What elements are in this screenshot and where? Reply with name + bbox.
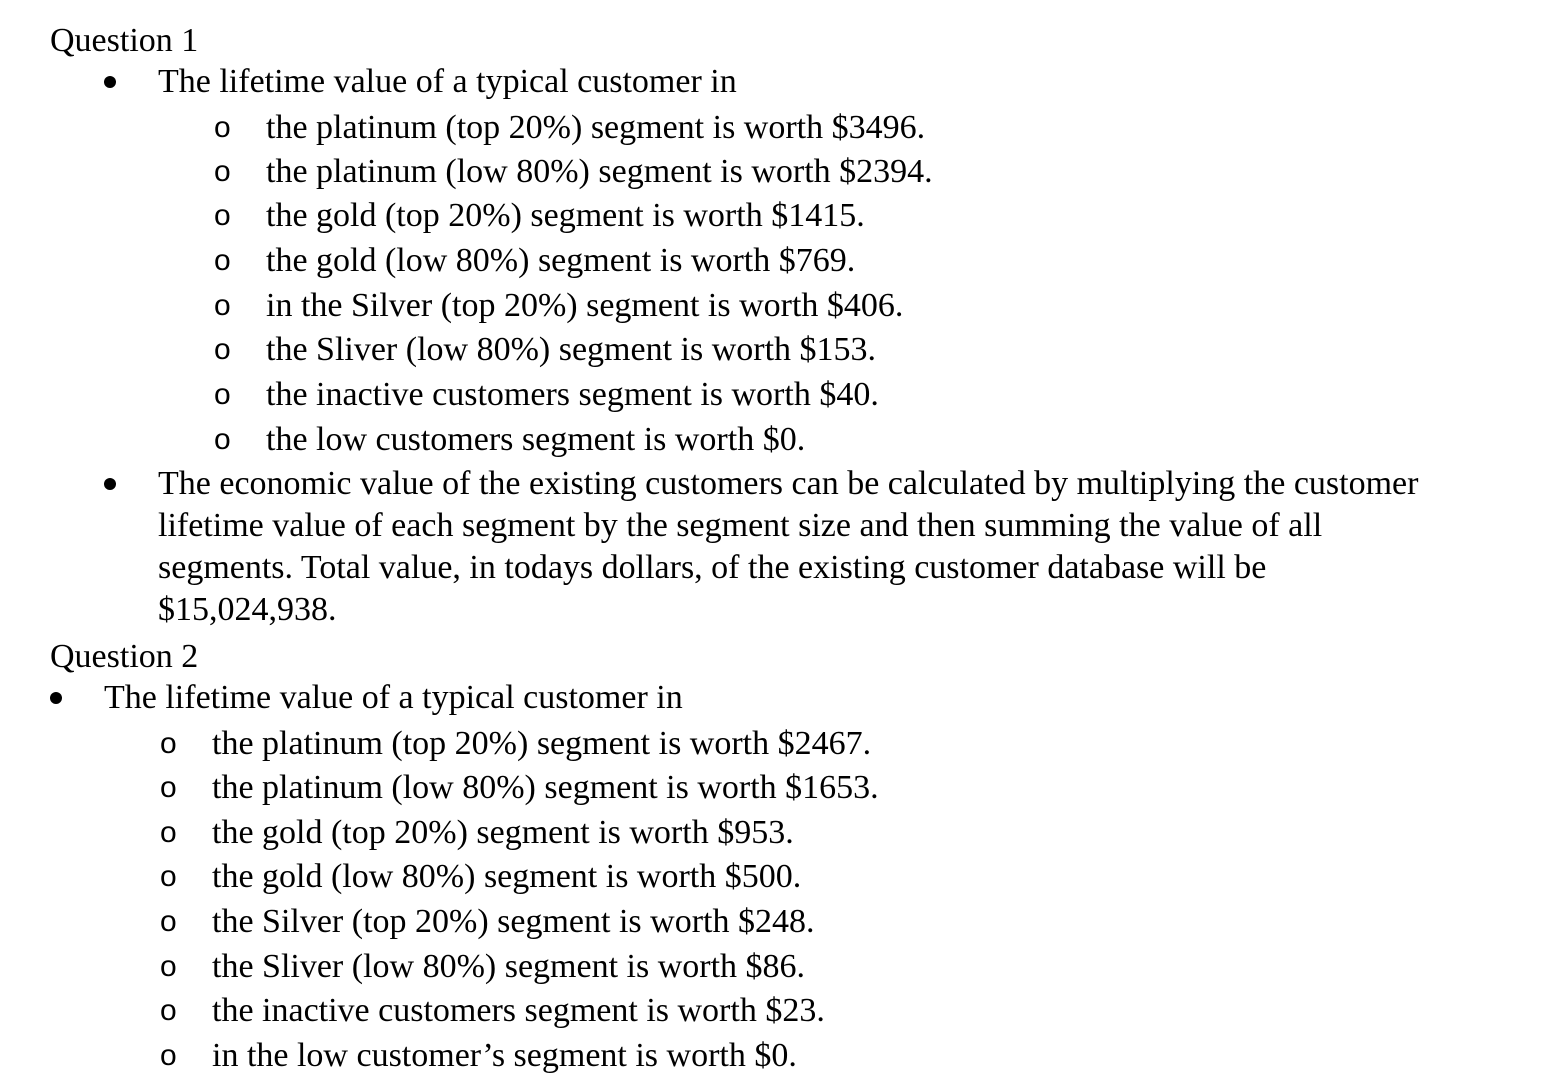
q2-item-6: the Sliver (low 80%) segment is worth $86. [212,948,806,985]
sub-bullet-icon: o [214,333,231,366]
question-1-heading: Question 1 [50,22,199,59]
q1-bullet-2-paragraph: The economic value of the existing customers can be calculated by multiplying the customer lifetime value of each segment by the segment size and then summing the value of all segments. Total value, in todays dollars, of the existing customer database will be $15,024,938. [158,465,1419,628]
q1-bullet-1-text: The lifetime value of a typical customer in [158,63,737,100]
q2-bullet-1-text: The lifetime value of a typical customer in [104,679,683,716]
q1-item-8: the low customers segment is worth $0. [266,421,806,458]
q1-item-5: in the Silver (top 20%) segment is worth $406. [266,287,904,324]
sub-bullet-icon: o [214,244,231,277]
q1-item-4: the gold (low 80%) segment is worth $769. [266,242,856,279]
sub-bullet-icon: o [160,905,177,938]
sub-bullet-icon: o [214,155,231,188]
sub-bullet-icon: o [214,423,231,456]
sub-bullet-icon: o [160,860,177,893]
bullet-icon [104,478,116,490]
q2-item-7: the inactive customers segment is worth $23. [212,992,825,1029]
question-2-heading: Question 2 [50,638,199,675]
sub-bullet-icon: o [214,289,231,322]
sub-bullet-icon: o [160,1039,177,1072]
sub-bullet-icon: o [160,816,177,849]
sub-bullet-icon: o [160,994,177,1027]
q1-item-2: the platinum (low 80%) segment is worth $2394. [266,153,933,190]
sub-bullet-icon: o [160,727,177,760]
sub-bullet-icon: o [160,950,177,983]
q2-item-8: in the low customer’s segment is worth $0. [212,1037,797,1074]
sub-bullet-icon: o [160,771,177,804]
sub-bullet-icon: o [214,111,231,144]
q1-item-1: the platinum (top 20%) segment is worth $3496. [266,109,926,146]
q2-item-4: the gold (low 80%) segment is worth $500. [212,858,802,895]
q1-item-3: the gold (top 20%) segment is worth $1415. [266,197,865,234]
q2-item-5: the Silver (top 20%) segment is worth $248. [212,903,815,940]
q2-item-1: the platinum (top 20%) segment is worth $2467. [212,725,872,762]
sub-bullet-icon: o [214,378,231,411]
bullet-icon [50,692,62,704]
sub-bullet-icon: o [214,199,231,232]
q2-item-3: the gold (top 20%) segment is worth $953. [212,814,794,851]
q1-item-6: the Sliver (low 80%) segment is worth $153. [266,331,877,368]
q2-item-2: the platinum (low 80%) segment is worth $1653. [212,769,879,806]
bullet-icon [104,76,116,88]
q1-item-7: the inactive customers segment is worth $40. [266,376,879,413]
